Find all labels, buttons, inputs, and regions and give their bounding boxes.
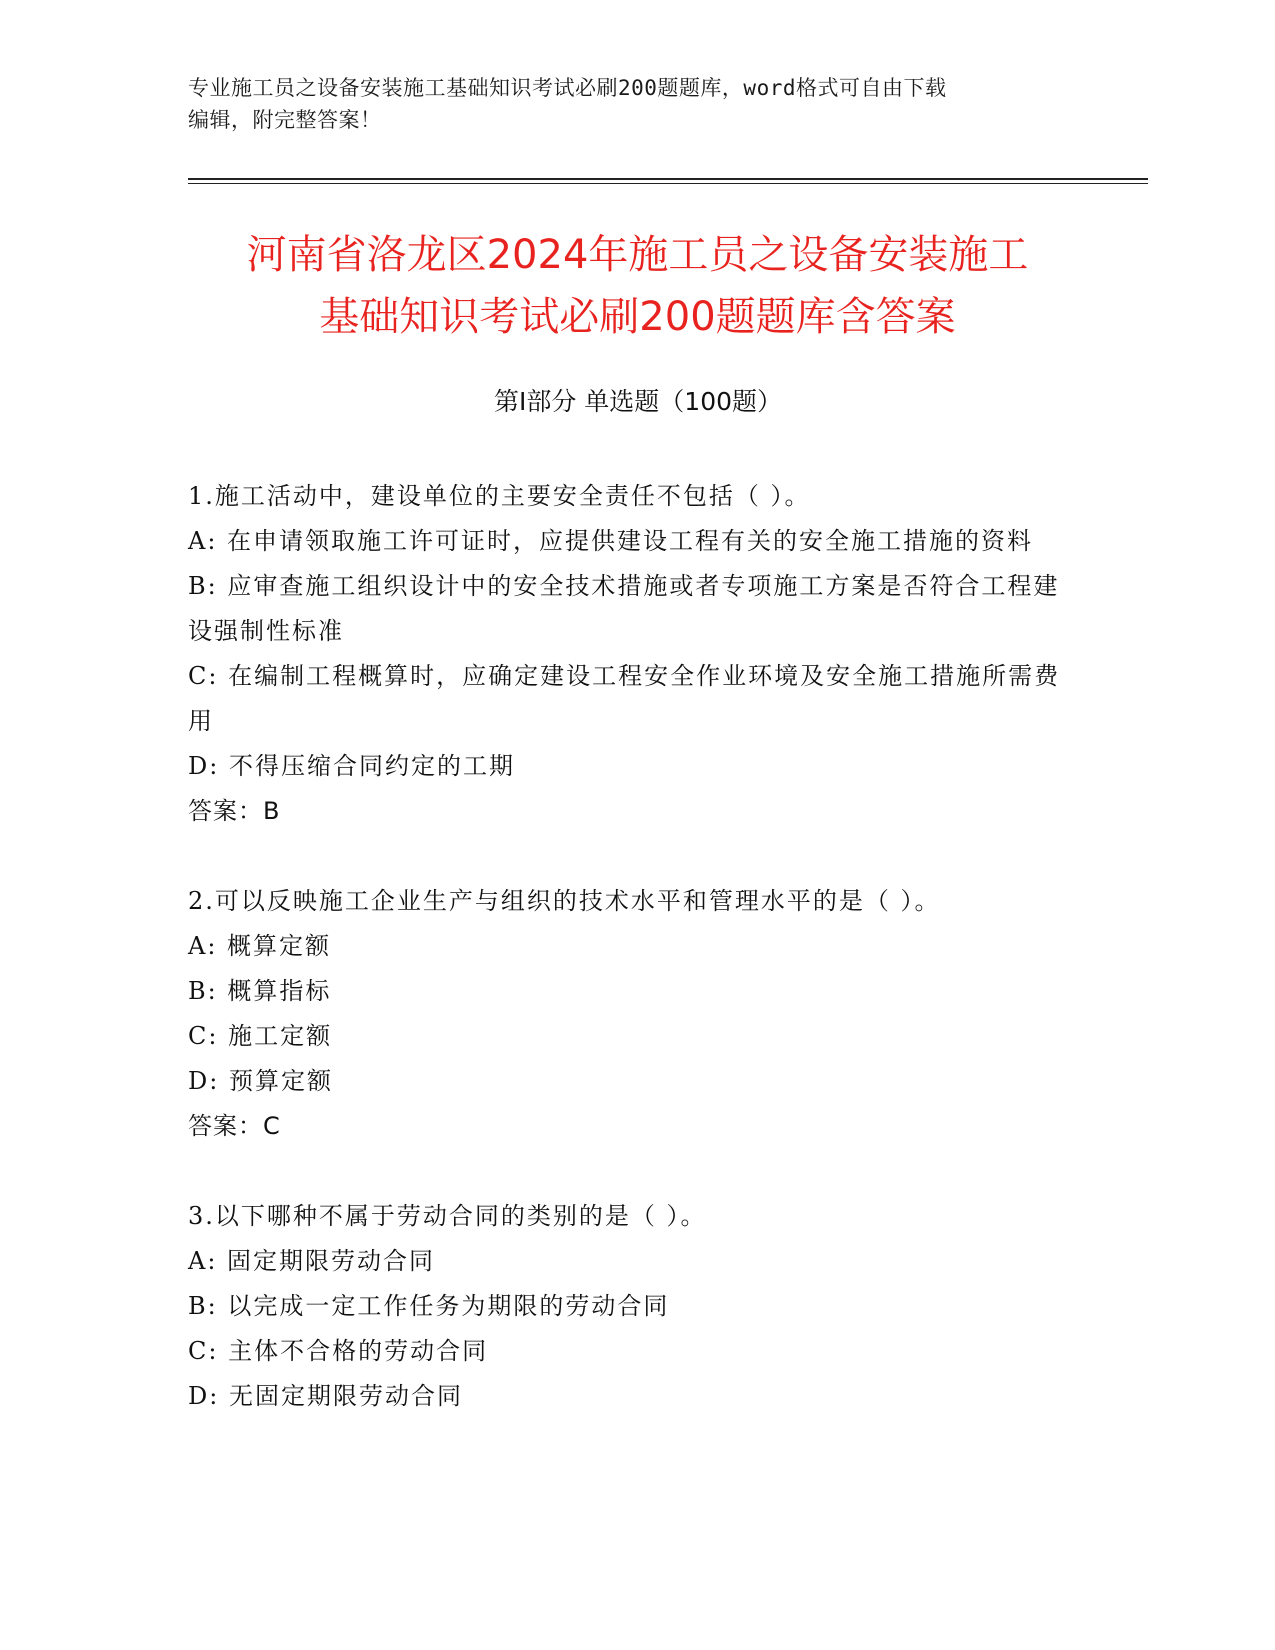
option-a: A: 在申请领取施工许可证时，应提供建设工程有关的安全施工措施的资料 bbox=[188, 527, 1034, 555]
option-c: C: 主体不合格的劳动合同 bbox=[188, 1337, 489, 1365]
option-b: B: 应审查施工组织设计中的安全技术措施或者专项施工方案是否符合工程建设强制性标准 bbox=[188, 572, 1060, 645]
option-d: D: 预算定额 bbox=[188, 1067, 333, 1095]
question-3 bbox=[188, 1194, 1068, 1419]
option-d: D: 无固定期限劳动合同 bbox=[188, 1382, 463, 1410]
answer-line: 答案：B bbox=[188, 797, 281, 825]
header-note-line-2: 编辑，附完整答案！ bbox=[188, 108, 382, 132]
header-note bbox=[188, 72, 1088, 136]
header-note-line-1: 专业施工员之设备安装施工基础知识考试必刷200题题库，word格式可自由下载 bbox=[188, 76, 947, 100]
answer-line: 答案：C bbox=[188, 1112, 281, 1140]
document-title bbox=[150, 224, 1125, 348]
question-list bbox=[188, 474, 1068, 1464]
question-stem: 1.施工活动中，建设单位的主要安全责任不包括（ ）。 bbox=[188, 482, 811, 510]
section-heading: 第Ⅰ部分 单选题（100题） bbox=[493, 387, 783, 416]
question-stem: 2.可以反映施工企业生产与组织的技术水平和管理水平的是（ ）。 bbox=[188, 887, 941, 915]
option-c: C: 在编制工程概算时，应确定建设工程安全作业环境及安全施工措施所需费用 bbox=[188, 662, 1061, 735]
question-2 bbox=[188, 879, 1068, 1149]
option-c: C: 施工定额 bbox=[188, 1022, 333, 1050]
header-divider-thin bbox=[188, 183, 1148, 184]
header-divider-thick bbox=[188, 178, 1148, 180]
option-b: B: 概算指标 bbox=[188, 977, 332, 1005]
question-stem: 3.以下哪种不属于劳动合同的类别的是（ ）。 bbox=[188, 1202, 707, 1230]
option-b: B: 以完成一定工作任务为期限的劳动合同 bbox=[188, 1292, 670, 1320]
option-d: D: 不得压缩合同约定的工期 bbox=[188, 752, 515, 780]
document-title-line-2: 基础知识考试必刷200题题库含答案 bbox=[319, 294, 956, 340]
document-title-line-1: 河南省洛龙区2024年施工员之设备安装施工 bbox=[246, 232, 1029, 278]
option-a: A: 概算定额 bbox=[188, 932, 332, 960]
option-a: A: 固定期限劳动合同 bbox=[188, 1247, 436, 1275]
question-1 bbox=[188, 474, 1068, 834]
